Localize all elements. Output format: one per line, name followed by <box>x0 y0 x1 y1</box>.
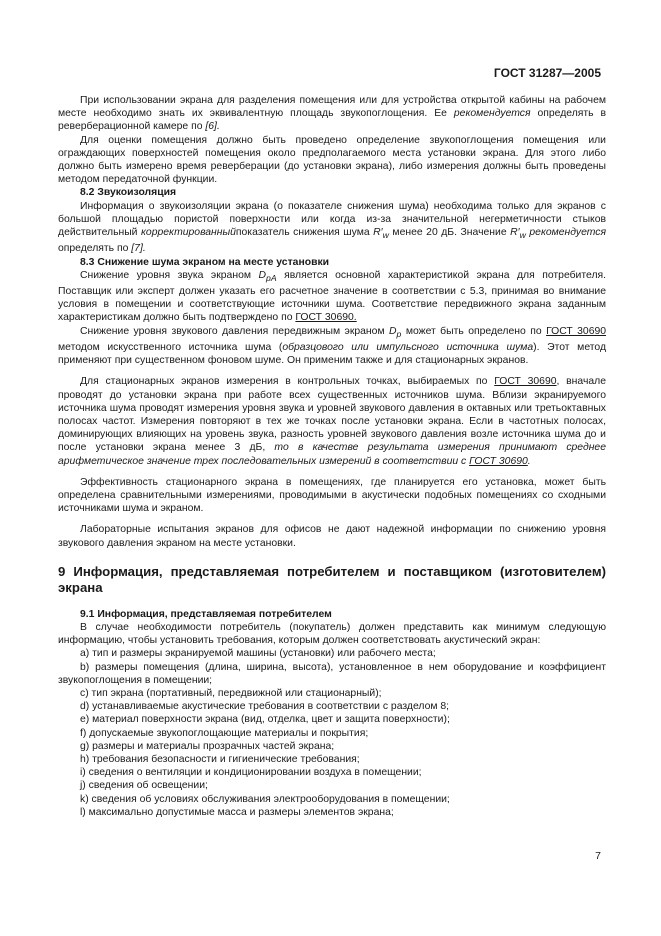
text-run: При использовании экрана для разделения помещения или для устройства открытой кабины на рабочем месте необходимо знать их эквивалентную площадь звукопоглощения. Ее <box>58 95 606 120</box>
list-item: b) размеры помещения (длина, ширина, высота), установленное в нем оборудование и коэффициент звукопоглощения в помещении; <box>58 661 606 686</box>
text-run: , вначале проводят до установки экрана при работе всех существенных источников шума. Вблизи экранируемого источника шума проводят измерения уровня звука и уровней звукового давления в октавных или третьоктавных полосах частот. Измерения повторяют в тех же точках после установки экрана. Если в частотных полосах, доминирующих влияющих на уровень звука, разность уровней звукового давления возле источника шума до и после установки экрана менее 3 дБ, <box>58 376 606 454</box>
gost-link[interactable]: ГОСТ 30690 <box>494 376 557 388</box>
page-header: ГОСТ 31287—2005 <box>493 66 601 80</box>
symbol-text: R′ <box>510 227 520 239</box>
list-item: c) тип экрана (портативный, передвижной или стационарный); <box>80 687 382 699</box>
italic-text: корректированный <box>141 227 236 239</box>
list-item: e) материал поверхности экрана (вид, отделка, цвет и защита поверхности); <box>80 714 450 726</box>
paragraph <box>58 94 606 134</box>
symbol <box>259 270 277 281</box>
list-item: g) размеры и материалы прозрачных частей экрана; <box>80 740 335 752</box>
symbol-text: D <box>389 325 397 337</box>
paragraph: В случае необходимости потребитель (покупатель) должен представить как минимум следующую информацию, чтобы установить требования, которым должен соответствовать акустический экран: <box>58 621 606 647</box>
list-item: h) требования безопасности и гигиенические требования; <box>80 753 360 765</box>
text-run: определять в реверберационной камере по <box>58 108 607 133</box>
italic-text: образцового или импульсного источника шума <box>282 341 534 353</box>
paragraph: Лабораторные испытания экранов для офисов не дают надежной информации по снижению уровня звукового давления экраном на месте установки. <box>58 524 606 549</box>
text-run: является основной характеристикой экрана для потребителя. Поставщик или эксперт должен указать его расчетное значение в соответствии с 5.3, принимая во внимание условия в помещении и соответствующие источники шума. Соответствие передвижного экрана заданным характеристикам должно быть подтверждено по <box>58 269 607 324</box>
text-run: методом искусственного источника шума ( <box>58 341 283 353</box>
symbol <box>510 227 526 241</box>
reference: [7]. <box>131 243 146 255</box>
list-item: l) максимально допустимые масса и размеры элементов экрана; <box>80 806 394 818</box>
text-run: менее 20 дБ. Значение <box>392 227 507 239</box>
subscript: w <box>519 230 526 241</box>
symbol <box>389 326 401 337</box>
text-run: Снижение уровня звукового давления передвижным экраном <box>80 325 385 337</box>
symbol-text: R′ <box>373 227 383 239</box>
paragraph: Для оценки помещения должно быть проведено определение звукопоглощения помещения или ограждающих поверхностей помещения около предполагаемого места установки экрана. Для этого либо должно быть измерено время реверберации (до установки экрана), либо измерения должны быть проведены методом передаточной функции. <box>58 134 606 186</box>
text-run: может быть определено по <box>405 325 542 337</box>
text-run: Снижение уровня звука экраном <box>80 269 251 281</box>
spacer <box>58 515 606 523</box>
gost-link[interactable]: ГОСТ 30690. <box>295 312 357 324</box>
symbol-text: D <box>258 269 267 281</box>
italic-text: то в качестве результата измерения принимают среднее арифметическое значение трех последовательных измерений в соответствии с <box>58 442 606 467</box>
text-run: ). Этот метод применяют при существенном фоновом шуме. Он применим также и для стационарных экранов. <box>58 341 607 367</box>
list-item: k) сведения об условиях обслуживания электрооборудования в помещении; <box>80 793 450 805</box>
gost-link[interactable]: ГОСТ 30690 <box>546 325 607 337</box>
list-item: d) устанавливаемые акустические требования в соответствии с разделом 8; <box>80 701 450 713</box>
text-run: определять по <box>58 243 129 255</box>
paragraph <box>58 325 606 368</box>
symbol <box>373 227 389 241</box>
list-item: a) тип и размеры экранируемой машины (установки) или рабочего места; <box>80 648 436 660</box>
paragraph <box>58 375 606 467</box>
gost-link[interactable]: ГОСТ 30690 <box>469 455 528 467</box>
reference: [6]. <box>205 121 220 133</box>
italic-text: рекомендуется <box>529 227 607 239</box>
body-text <box>58 94 606 819</box>
subscript: p <box>396 328 402 339</box>
section-heading-8-2: 8.2 Звукоизоляция <box>80 187 177 199</box>
spacer <box>58 468 606 476</box>
requirements-list <box>58 647 606 819</box>
italic-text: рекомендуется <box>453 108 531 120</box>
text-run: показатель снижения шума <box>235 227 370 239</box>
text-run: . <box>527 455 531 467</box>
list-item: j) сведения об освещении; <box>80 780 208 792</box>
spacer <box>58 367 606 375</box>
paragraph <box>58 269 606 325</box>
text-run: Информация о звукоизоляции экрана (о показателе снижения шума) необходима только для экранов с большой площадью пористой поверхности или когда из-за значительной негерметичности стыков действительный <box>58 200 606 239</box>
section-heading-9: 9 Информация, представляемая потребителем и поставщиком (изготовителем) экрана <box>58 563 606 595</box>
section-heading-8-3: 8.3 Снижение шума экраном на месте установки <box>80 256 330 268</box>
list-item: i) сведения о вентиляции и кондиционировании воздуха в помещении; <box>80 767 422 779</box>
paragraph <box>58 200 606 256</box>
page-number: 7 <box>595 850 601 862</box>
section-heading-9-1: 9.1 Информация, представляемая потребителем <box>80 608 332 620</box>
subscript: w <box>382 230 389 241</box>
paragraph: Эффективность стационарного экрана в помещениях, где планируется его установка, может быть определена сравнительными измерениями, проводимыми в акустически подобных помещениях со сходными источниками шума и экраном. <box>58 476 606 515</box>
text-run: Для стационарных экранов измерения в контрольных точках, выбираемых по <box>80 376 488 388</box>
list-item: f) допускаемые звукопоглощающие материалы и покрытия; <box>80 727 369 739</box>
subscript: pA <box>266 272 277 283</box>
